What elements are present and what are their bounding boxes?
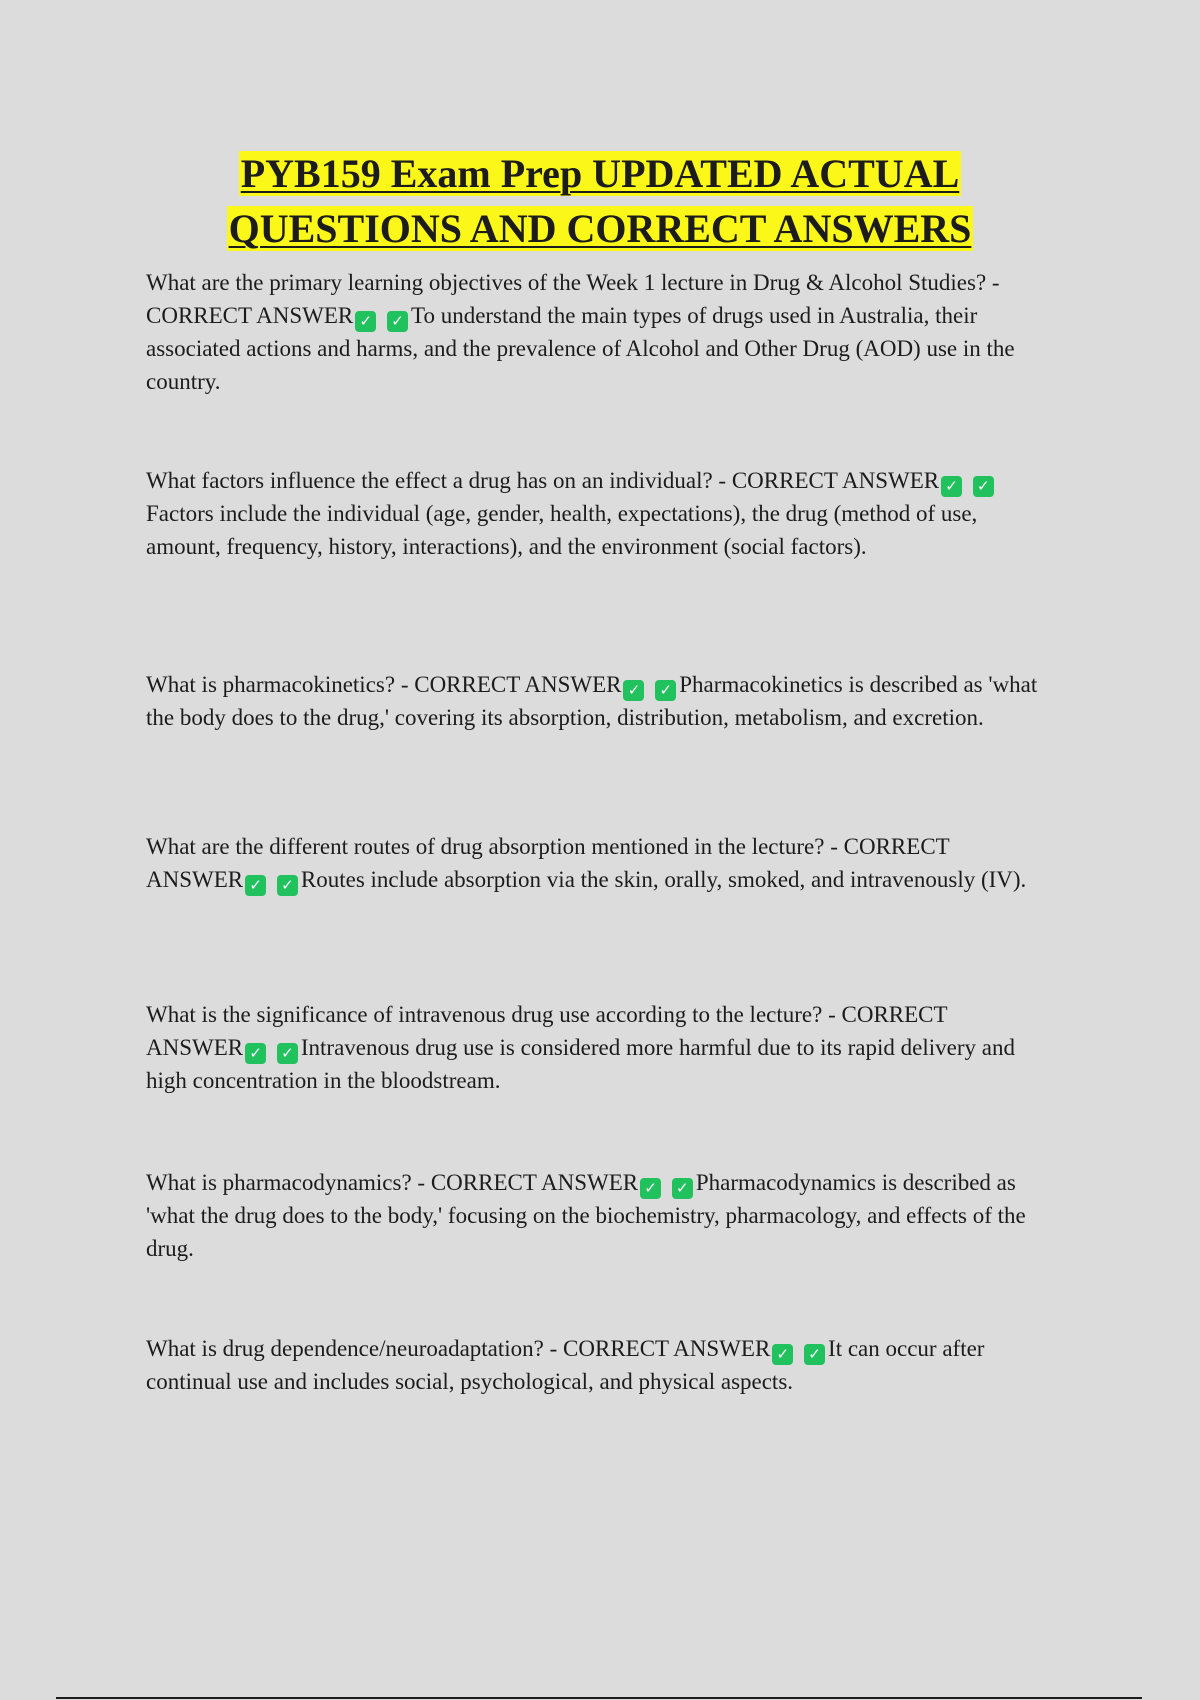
question-text: What is pharmacokinetics? - xyxy=(146,672,409,697)
question-text: What is the significance of intravenous drug use according to the lecture? - xyxy=(146,1002,836,1027)
check-mark-icon: ✓ xyxy=(245,875,266,896)
correct-answer-label: CORRECT ANSWER xyxy=(731,468,940,493)
check-mark-icon: ✓ xyxy=(277,875,298,896)
question-text: What factors influence the effect a drug has on an individual? - xyxy=(146,468,727,493)
qa-item-2 xyxy=(146,464,1046,563)
check-mark-icon: ✓ xyxy=(623,680,644,701)
answer-text: To understand the main types of drugs used in Australia, their associated actions and harms, and the prevalence of Alcohol and Other Drug (AOD) use in the country. xyxy=(146,303,1015,394)
answer-text: Pharmacodynamics is described as 'what the drug does to the body,' focusing on the biochemistry, pharmacology, and effects of the drug. xyxy=(146,1170,1026,1261)
answer-text: Pharmacokinetics is described as 'what the body does to the drug,' covering its absorption, distribution, metabolism, and excretion. xyxy=(146,672,1038,730)
check-mark-icon: ✓ xyxy=(672,1178,693,1199)
answer-text: Factors include the individual (age, gender, health, expectations), the drug (method of use, amount, frequency, history, interactions), and the environment (social factors). xyxy=(146,501,978,559)
qa-item-1 xyxy=(146,266,1046,398)
qa-item-4 xyxy=(146,830,1046,896)
correct-answer-label: CORRECT ANSWER xyxy=(146,834,950,892)
document-title xyxy=(0,146,1200,256)
answer-text: Intravenous drug use is considered more harmful due to its rapid delivery and high concentration in the bloodstream. xyxy=(146,1035,1015,1093)
footer-divider xyxy=(56,1697,1142,1699)
question-text: What is drug dependence/neuroadaptation? - xyxy=(146,1336,558,1361)
check-mark-icon: ✓ xyxy=(277,1043,298,1064)
title-line-2: QUESTIONS AND CORRECT ANSWERS xyxy=(228,206,972,251)
correct-answer-label: CORRECT ANSWER xyxy=(146,1002,948,1060)
check-mark-icon: ✓ xyxy=(245,1043,266,1064)
check-mark-icon: ✓ xyxy=(387,311,408,332)
check-mark-icon: ✓ xyxy=(640,1178,661,1199)
answer-text: It can occur after continual use and includes social, psychological, and physical aspects. xyxy=(146,1336,985,1394)
check-mark-icon: ✓ xyxy=(355,311,376,332)
qa-item-5 xyxy=(146,998,1046,1097)
check-mark-icon: ✓ xyxy=(655,680,676,701)
correct-answer-label: CORRECT ANSWER xyxy=(430,1170,639,1195)
correct-answer-label: CORRECT ANSWER xyxy=(146,303,354,328)
correct-answer-label: CORRECT ANSWER xyxy=(563,1336,771,1361)
check-mark-icon: ✓ xyxy=(772,1344,793,1365)
qa-item-3 xyxy=(146,668,1046,734)
check-mark-icon: ✓ xyxy=(941,476,962,497)
question-text: What is pharmacodynamics? - xyxy=(146,1170,426,1195)
qa-item-7 xyxy=(146,1332,1046,1398)
check-mark-icon: ✓ xyxy=(804,1344,825,1365)
correct-answer-label: CORRECT ANSWER xyxy=(414,672,622,697)
title-line-1: PYB159 Exam Prep UPDATED ACTUAL xyxy=(240,151,960,196)
question-text: What are the primary learning objectives of the Week 1 lecture in Drug & Alcohol Studies? - xyxy=(146,270,1000,295)
check-mark-icon: ✓ xyxy=(973,476,994,497)
question-text: What are the different routes of drug absorption mentioned in the lecture? - xyxy=(146,834,838,859)
answer-text: Routes include absorption via the skin, orally, smoked, and intravenously (IV). xyxy=(300,867,1027,892)
qa-item-6 xyxy=(146,1166,1046,1265)
